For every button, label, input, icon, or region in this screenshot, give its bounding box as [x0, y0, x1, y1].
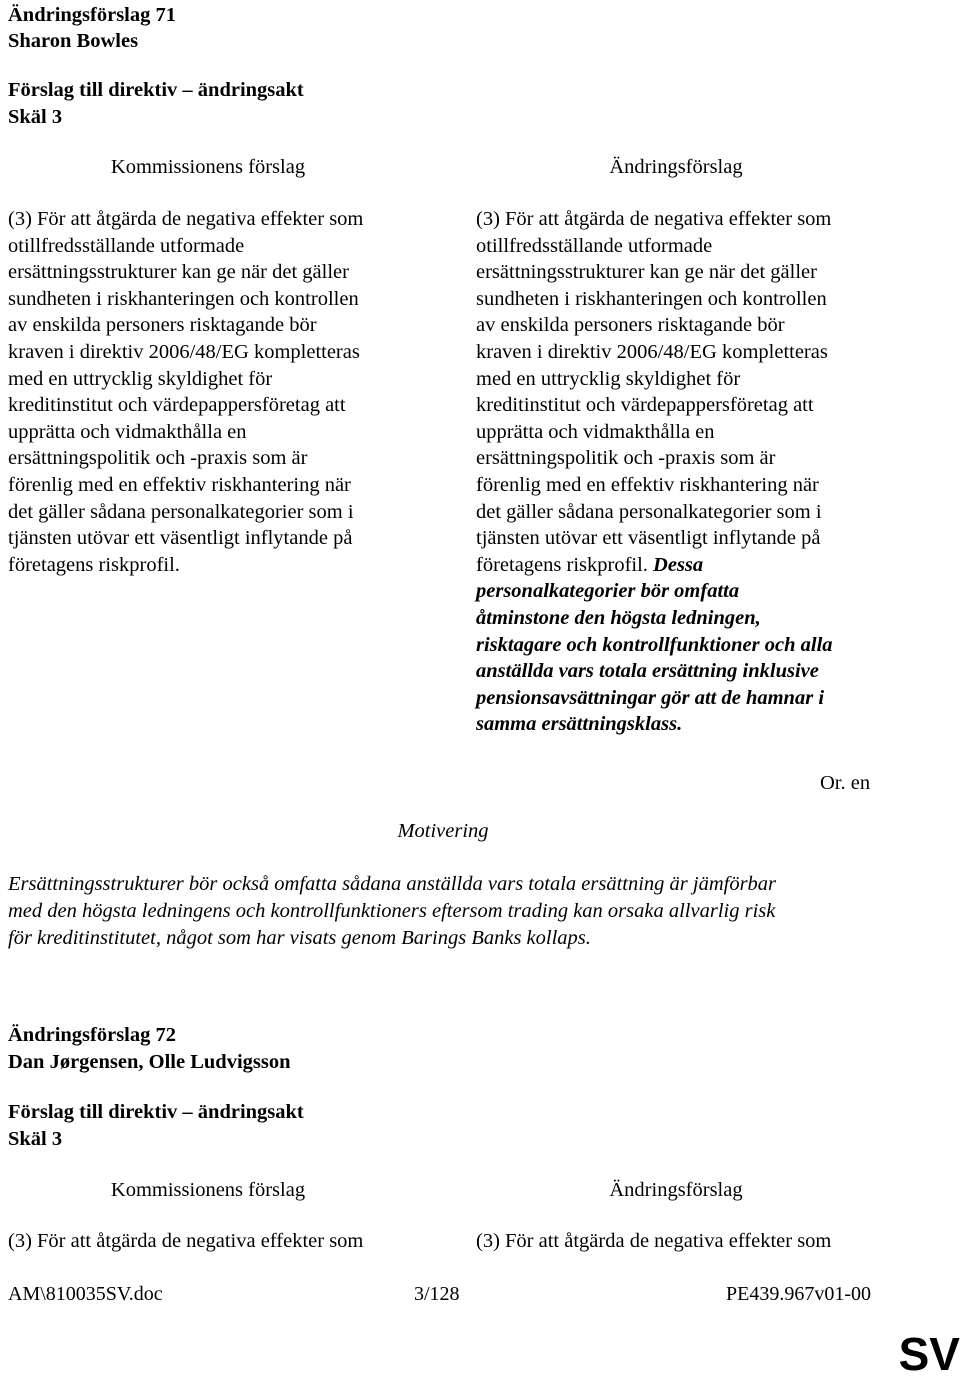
- justification-header: Motivering: [397, 820, 489, 842]
- recital-label: Skäl 3: [8, 1128, 63, 1150]
- text-line: ersättningspolitik och -praxis som är: [8, 447, 308, 470]
- text-line: (3) För att åtgärda de negativa effekter som: [8, 208, 364, 230]
- justification-line: med den högsta ledningens och kontrollfunktioners eftersom trading kan orsaka allvarlig risk: [8, 900, 776, 922]
- amendment-header: Ändringsförslag: [609, 1179, 743, 1201]
- amendment-text: [476, 206, 833, 738]
- added-text: Dessa: [653, 553, 704, 576]
- text-line: upprätta och vidmakthålla en: [476, 420, 715, 443]
- text-line: ersättningspolitik och -praxis som är: [476, 447, 776, 470]
- commission-proposal-header: Kommissionens förslag: [110, 1179, 306, 1201]
- text-line: av enskilda personers risktagande bör: [8, 314, 317, 337]
- text-line: otillfredsställande utformade: [476, 234, 713, 257]
- text-line: [476, 552, 833, 579]
- justification-line: för kreditinstitutet, något som har visats genom Barings Banks kollaps.: [8, 927, 591, 949]
- amendment-author: Dan Jørgensen, Olle Ludvigsson: [8, 1051, 291, 1073]
- text-line: det gäller sådana personalkategorier som i: [476, 500, 822, 523]
- text-line: tjänsten utövar ett väsentligt inflytande på: [8, 527, 353, 550]
- text-line: otillfredsställande utformade: [8, 234, 245, 257]
- added-text-line: pensionsavsättningar gör att de hamnar i: [476, 686, 825, 709]
- amendment-author: Sharon Bowles: [8, 30, 139, 52]
- amendment-number: Ändringsförslag 71: [8, 4, 177, 26]
- text-line: av enskilda personers risktagande bör: [476, 314, 785, 337]
- recital-label: Skäl 3: [8, 106, 63, 128]
- text-line: upprätta och vidmakthålla en: [8, 420, 247, 443]
- added-text-line: samma ersättningsklass.: [476, 713, 683, 736]
- text-line: förenlig med en effektiv riskhantering när: [476, 473, 819, 496]
- text-line: företagens riskprofil.: [8, 553, 180, 576]
- text-line: kreditinstitut och värdepappersföretag att: [476, 394, 814, 417]
- text-line: kraven i direktiv 2006/48/EG kompletteras: [8, 340, 360, 363]
- text-line: kraven i direktiv 2006/48/EG kompletteras: [476, 340, 828, 363]
- text-line: tjänsten utövar ett väsentligt inflytande på: [476, 527, 821, 550]
- proposal-title: Förslag till direktiv – ändringsakt: [8, 79, 304, 101]
- text-line: (3) För att åtgärda de negativa effekter som: [476, 208, 832, 230]
- commission-proposal-header: Kommissionens förslag: [110, 156, 306, 178]
- justification-line: Ersättningsstrukturer bör också omfatta sådana anställda vars totala ersättning är jämförbar: [8, 873, 777, 895]
- text-line: med en uttrycklig skyldighet för: [8, 367, 273, 390]
- original-language: Or. en: [820, 772, 871, 794]
- text-line: sundheten i riskhanteringen och kontrollen: [476, 287, 827, 310]
- language-code: SV: [898, 1328, 960, 1380]
- text-line: förenlig med en effektiv riskhantering när: [8, 473, 351, 496]
- commission-proposal-text: (3) För att åtgärda de negativa effekter som: [8, 1230, 364, 1252]
- added-text-line: åtminstone den högsta ledningen,: [476, 606, 761, 629]
- text-line: kreditinstitut och värdepappersföretag att: [8, 394, 346, 417]
- justification-text: [8, 871, 888, 952]
- text-line: ersättningsstrukturer kan ge när det gäller: [476, 261, 817, 284]
- text-line: det gäller sådana personalkategorier som i: [8, 500, 354, 523]
- commission-proposal-text: [8, 206, 363, 578]
- amendment-number: Ändringsförslag 72: [8, 1024, 177, 1046]
- footer-page-number: 3/128: [414, 1283, 460, 1305]
- amendment-text: (3) För att åtgärda de negativa effekter som: [476, 1230, 832, 1252]
- proposal-title: Förslag till direktiv – ändringsakt: [8, 1101, 304, 1123]
- added-text-line: risktagare och kontrollfunktioner och alla: [476, 633, 833, 656]
- text-line: med en uttrycklig skyldighet för: [476, 367, 741, 390]
- footer-doc-ref: AM\810035SV.doc: [8, 1283, 163, 1305]
- text-line: ersättningsstrukturer kan ge när det gäller: [8, 261, 349, 284]
- text-line: sundheten i riskhanteringen och kontrollen: [8, 287, 359, 310]
- added-text-line: personalkategorier bör omfatta: [476, 580, 740, 603]
- added-text-line: anställda vars totala ersättning inklusive: [476, 660, 819, 683]
- text-plain-part: företagens riskprofil.: [476, 553, 654, 576]
- amendment-header: Ändringsförslag: [609, 156, 743, 178]
- footer-pe-ref: PE439.967v01-00: [726, 1283, 871, 1305]
